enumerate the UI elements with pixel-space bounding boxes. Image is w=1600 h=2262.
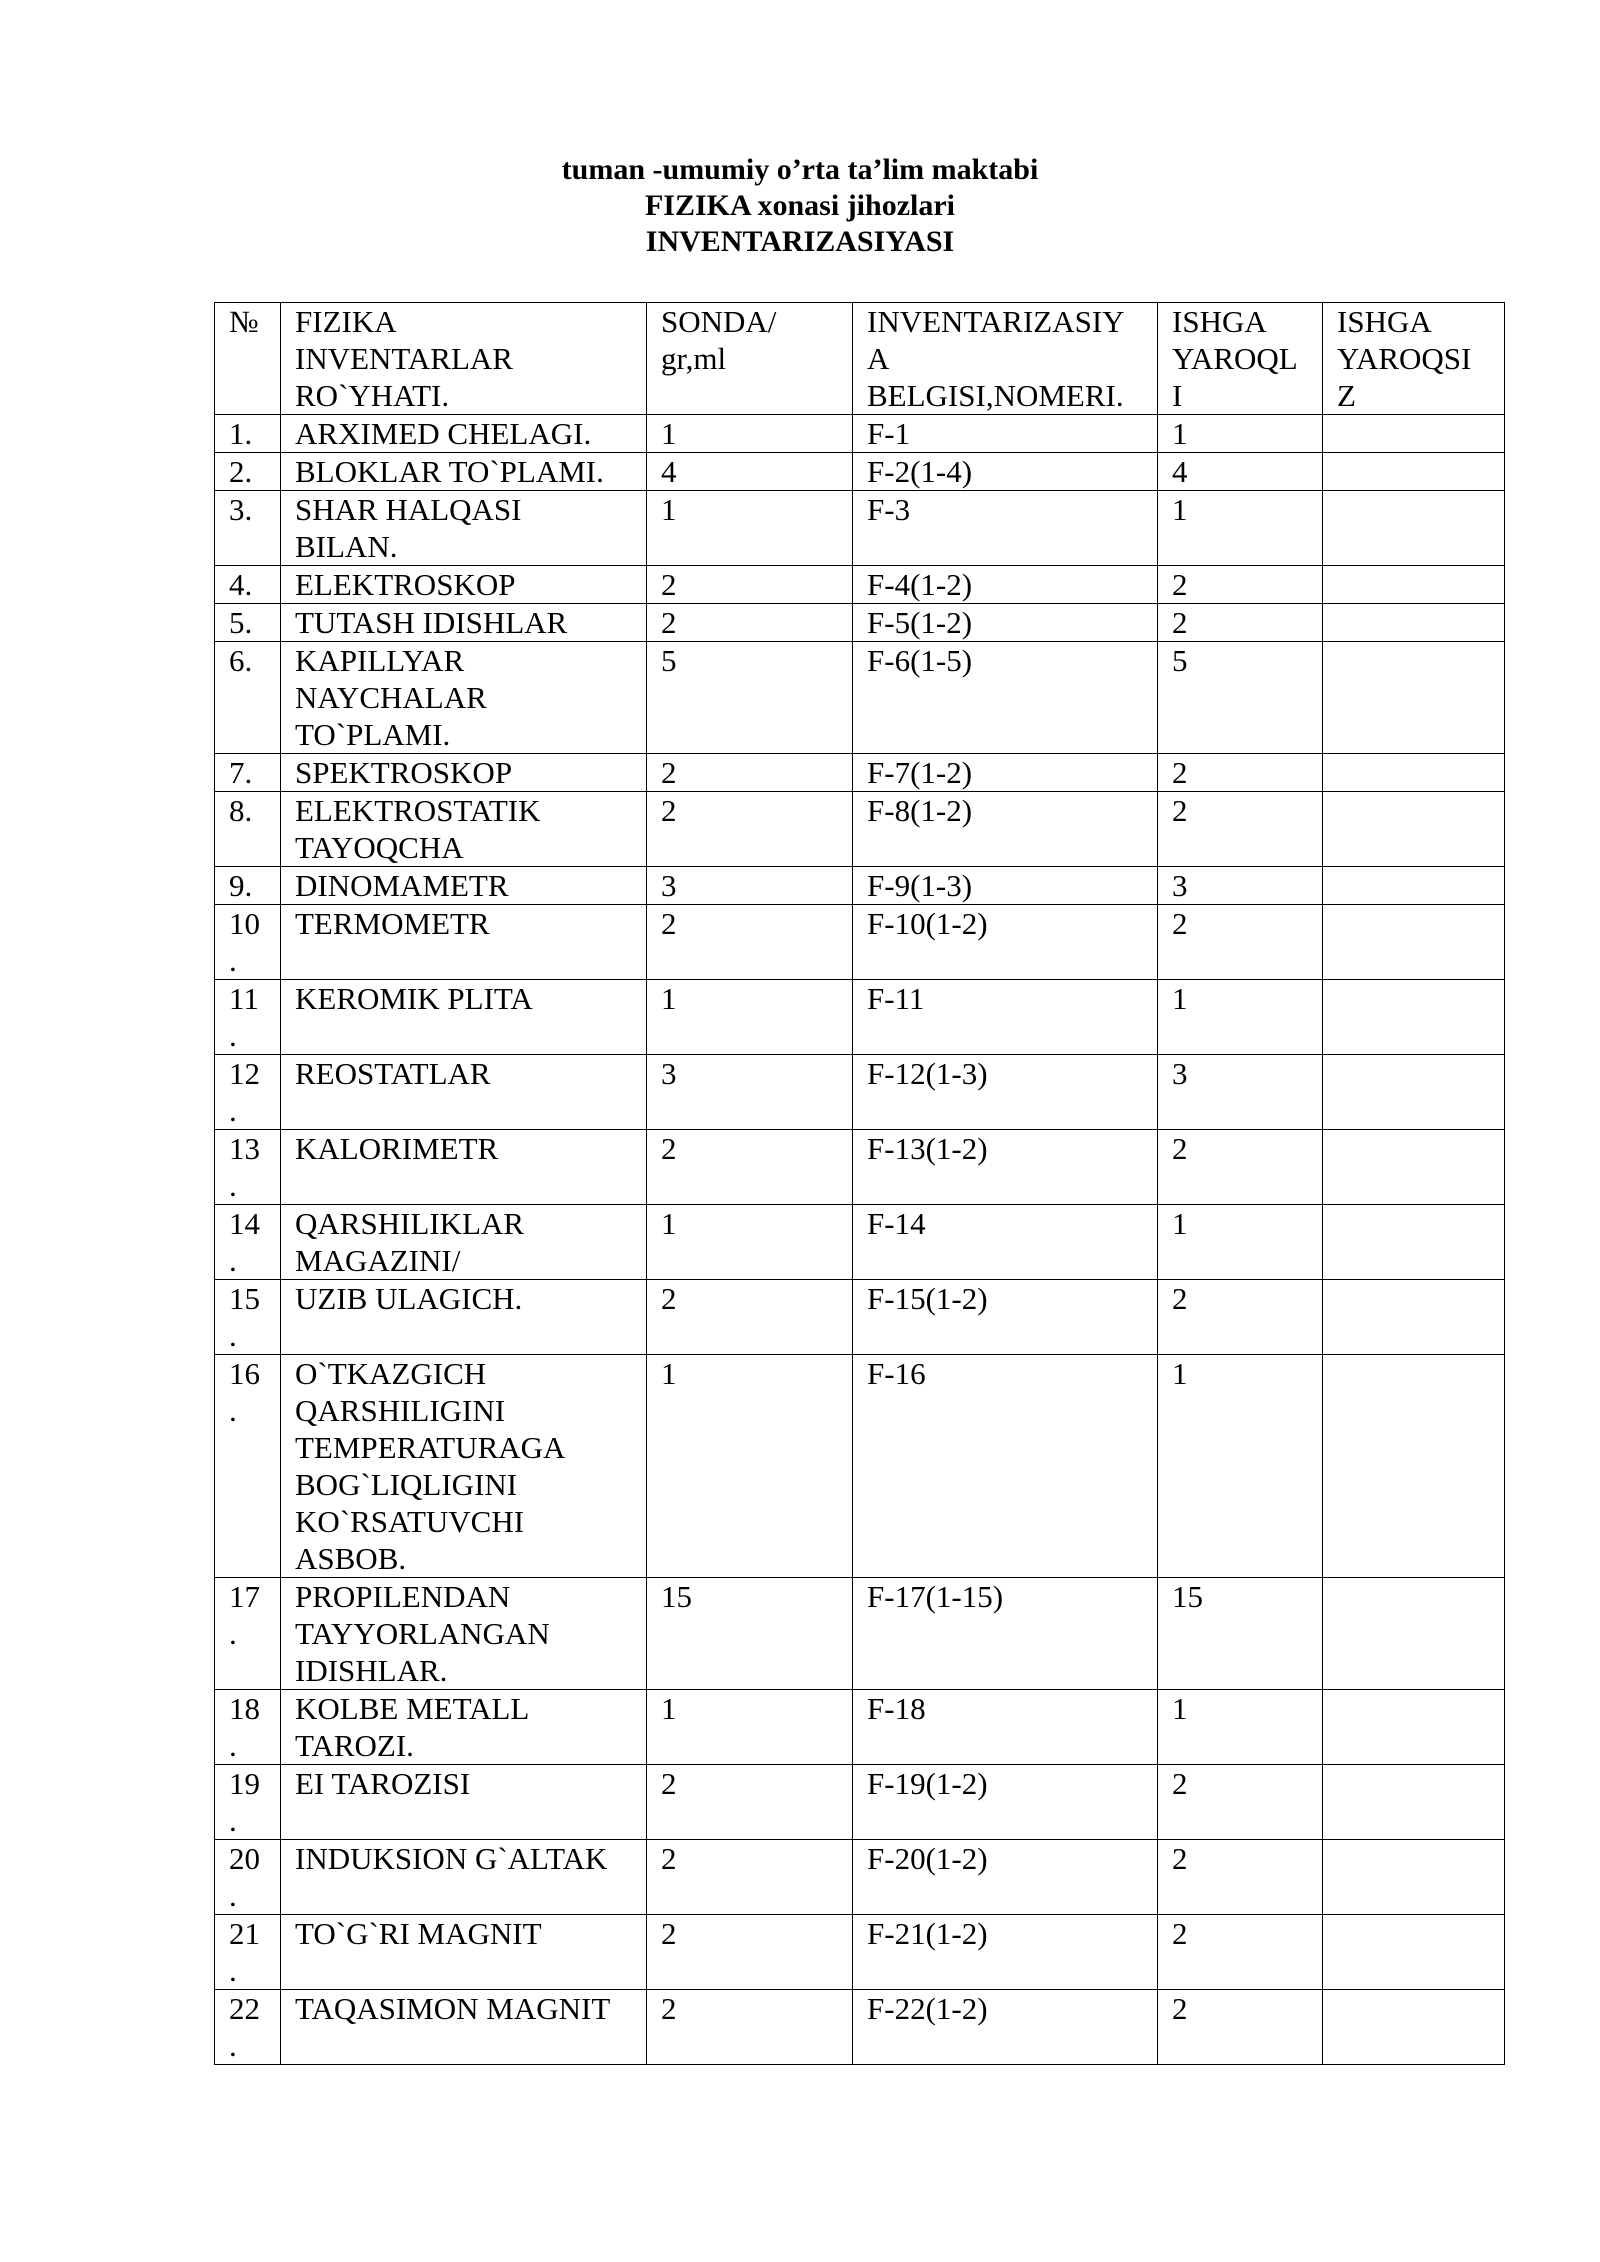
header-quantity (647, 303, 853, 415)
quantity: 2 (661, 567, 677, 602)
item-name: SPEKTROSKOP (295, 755, 513, 790)
inventory-number: F-1 (867, 416, 911, 451)
item-name-cell (281, 1990, 647, 2065)
inventory-number: F-18 (867, 1691, 926, 1726)
inventory-number: F-4(1-2) (867, 567, 973, 602)
unusable-count-cell (1323, 1765, 1505, 1840)
inventory-number: F-9(1-3) (867, 868, 973, 903)
quantity-cell (647, 1355, 853, 1578)
inventory-number-cell (853, 1690, 1158, 1765)
item-name: O`TKAZGICH QARSHILIGINI TEMPERATURAGA BOG`LIQLIGINI KO`RSATUVCHI ASBOB. (295, 1356, 566, 1576)
inventory-number-cell (853, 1280, 1158, 1355)
row-number: 22 . (229, 1991, 260, 2063)
usable-count-cell (1158, 1840, 1323, 1915)
inventory-number: F-8(1-2) (867, 793, 973, 828)
header-unusable (1323, 303, 1505, 415)
item-name-cell (281, 754, 647, 792)
inventory-number-cell (853, 1840, 1158, 1915)
item-name-cell (281, 867, 647, 905)
row-number: 5. (229, 605, 253, 640)
item-name-cell (281, 604, 647, 642)
item-name-cell (281, 1915, 647, 1990)
usable-count-cell (1158, 1055, 1323, 1130)
inventory-number: F-19(1-2) (867, 1766, 988, 1801)
inventory-number: F-15(1-2) (867, 1281, 988, 1316)
usable-count: 5 (1172, 643, 1188, 678)
usable-count-cell (1158, 980, 1323, 1055)
usable-count-cell (1158, 1578, 1323, 1690)
row-number: 10 . (229, 906, 260, 978)
table-row (215, 566, 1505, 604)
item-name-cell (281, 1840, 647, 1915)
inventory-number: F-17(1-15) (867, 1579, 1004, 1614)
row-number-cell (215, 1130, 281, 1205)
quantity: 1 (661, 492, 677, 527)
unusable-count-cell (1323, 1055, 1505, 1130)
inventory-number-cell (853, 905, 1158, 980)
usable-count: 1 (1172, 1356, 1188, 1391)
item-name-cell (281, 1280, 647, 1355)
table-row (215, 1840, 1505, 1915)
unusable-count-cell (1323, 1990, 1505, 2065)
item-name: TERMOMETR (295, 906, 490, 941)
row-number-cell (215, 980, 281, 1055)
row-number-cell (215, 1055, 281, 1130)
inventory-number: F-5(1-2) (867, 605, 973, 640)
row-number-cell (215, 1690, 281, 1765)
table-header-row (215, 303, 1505, 415)
table-row (215, 792, 1505, 867)
inventory-title: INVENTARIZASIYASI (645, 225, 955, 258)
row-number-cell (215, 1765, 281, 1840)
row-number-cell (215, 415, 281, 453)
quantity-cell (647, 980, 853, 1055)
inventory-number-cell (853, 1578, 1158, 1690)
row-number: 9. (229, 868, 253, 903)
quantity-cell (647, 754, 853, 792)
table-row (215, 867, 1505, 905)
row-number-cell (215, 905, 281, 980)
inventory-number: F-20(1-2) (867, 1841, 988, 1876)
inventory-number-cell (853, 604, 1158, 642)
item-name-cell (281, 1765, 647, 1840)
item-name: KOLBE METALL TAROZI. (295, 1691, 530, 1763)
quantity-cell (647, 1130, 853, 1205)
inventory-number: F-14 (867, 1206, 926, 1241)
inventory-number-cell (853, 415, 1158, 453)
unusable-count-cell (1323, 491, 1505, 566)
item-name: KAPILLYAR NAYCHALAR TO`PLAMI. (295, 643, 487, 752)
usable-count-cell (1158, 1130, 1323, 1205)
usable-count-cell (1158, 453, 1323, 491)
unusable-count-cell (1323, 1205, 1505, 1280)
inventory-number: F-11 (867, 981, 925, 1016)
item-name: PROPILENDAN TAYYORLANGAN IDISHLAR. (295, 1579, 550, 1688)
item-name: INDUKSION G`ALTAK (295, 1841, 608, 1876)
quantity: 2 (661, 793, 677, 828)
quantity: 3 (661, 1056, 677, 1091)
row-number-cell (215, 1990, 281, 2065)
row-number: 18 . (229, 1691, 260, 1763)
item-name: ARXIMED CHELAGI. (295, 416, 592, 451)
item-name-cell (281, 642, 647, 754)
usable-count: 3 (1172, 1056, 1188, 1091)
usable-count-cell (1158, 604, 1323, 642)
quantity: 1 (661, 981, 677, 1016)
quantity-cell (647, 1205, 853, 1280)
row-number: 12 . (229, 1056, 260, 1128)
item-name-cell (281, 1055, 647, 1130)
table-row (215, 642, 1505, 754)
row-number: 13 . (229, 1131, 260, 1203)
usable-count: 2 (1172, 755, 1188, 790)
table-row (215, 1055, 1505, 1130)
quantity-cell (647, 867, 853, 905)
usable-count-cell (1158, 867, 1323, 905)
quantity: 2 (661, 1766, 677, 1801)
inventory-number: F-3 (867, 492, 911, 527)
quantity-cell (647, 566, 853, 604)
table-row (215, 604, 1505, 642)
inventory-number-cell (853, 1765, 1158, 1840)
row-number-cell (215, 1280, 281, 1355)
table-row (215, 1915, 1505, 1990)
usable-count-cell (1158, 905, 1323, 980)
quantity: 2 (661, 605, 677, 640)
table-row (215, 453, 1505, 491)
header-usable (1158, 303, 1323, 415)
quantity: 3 (661, 868, 677, 903)
quantity: 2 (661, 755, 677, 790)
table-row (215, 980, 1505, 1055)
row-number: 11 . (229, 981, 259, 1053)
usable-count-cell (1158, 792, 1323, 867)
usable-count-cell (1158, 754, 1323, 792)
quantity-cell (647, 905, 853, 980)
unusable-count-cell (1323, 1578, 1505, 1690)
quantity: 2 (661, 906, 677, 941)
row-number-cell (215, 453, 281, 491)
inventory-number: F-16 (867, 1356, 926, 1391)
inventory-number-cell (853, 1915, 1158, 1990)
row-number: 17 . (229, 1579, 260, 1651)
quantity: 2 (661, 1131, 677, 1166)
header-usable-text: ISHGA YAROQL I (1172, 304, 1298, 413)
item-name: SHAR HALQASI BILAN. (295, 492, 522, 564)
quantity-cell (647, 491, 853, 566)
inventory-number-cell (853, 1990, 1158, 2065)
usable-count-cell (1158, 1355, 1323, 1578)
unusable-count-cell (1323, 792, 1505, 867)
row-number-cell (215, 604, 281, 642)
item-name: TAQASIMON MAGNIT (295, 1991, 611, 2026)
table-row (215, 415, 1505, 453)
item-name: QARSHILIKLAR MAGAZINI/ (295, 1206, 525, 1278)
usable-count: 2 (1172, 1766, 1188, 1801)
header-unusable-text: ISHGA YAROQSI Z (1337, 304, 1472, 413)
header-inventory-number-text: INVENTARIZASIY A BELGISI,NOMERI. (867, 304, 1125, 413)
row-number-cell (215, 1915, 281, 1990)
row-number: 8. (229, 793, 253, 828)
header-inventory-number (853, 303, 1158, 415)
inventory-number-cell (853, 980, 1158, 1055)
item-name: DINOMAMETR (295, 868, 509, 903)
item-name: TO`G`RI MAGNIT (295, 1916, 542, 1951)
row-number: 6. (229, 643, 253, 678)
room-title: FIZIKA xonasi jihozlari (644, 189, 956, 222)
inventory-number: F-12(1-3) (867, 1056, 988, 1091)
table-row (215, 905, 1505, 980)
quantity-cell (647, 453, 853, 491)
item-name: BLOKLAR TO`PLAMI. (295, 454, 604, 489)
quantity-cell (647, 1280, 853, 1355)
quantity-cell (647, 642, 853, 754)
table-row (215, 1765, 1505, 1840)
row-number: 20 . (229, 1841, 260, 1913)
usable-count-cell (1158, 566, 1323, 604)
inventory-number-cell (853, 566, 1158, 604)
usable-count: 2 (1172, 1131, 1188, 1166)
usable-count: 2 (1172, 1841, 1188, 1876)
table-row (215, 1578, 1505, 1690)
row-number: 14 . (229, 1206, 260, 1278)
quantity: 15 (661, 1579, 692, 1614)
inventory-number: F-22(1-2) (867, 1991, 988, 2026)
inventory-number-cell (853, 453, 1158, 491)
usable-count: 4 (1172, 454, 1188, 489)
item-name: ELEKTROSKOP (295, 567, 516, 602)
quantity: 1 (661, 1206, 677, 1241)
quantity-cell (647, 792, 853, 867)
quantity-cell (647, 1690, 853, 1765)
usable-count-cell (1158, 1765, 1323, 1840)
row-number: 2. (229, 454, 253, 489)
table-row (215, 1205, 1505, 1280)
quantity-cell (647, 1915, 853, 1990)
inventory-number-cell (853, 491, 1158, 566)
table-row (215, 1990, 1505, 2065)
item-name-cell (281, 415, 647, 453)
row-number-cell (215, 867, 281, 905)
inventory-number-cell (853, 642, 1158, 754)
usable-count: 2 (1172, 793, 1188, 828)
item-name: KEROMIK PLITA (295, 981, 533, 1016)
table-row (215, 1690, 1505, 1765)
row-number: 21 . (229, 1916, 260, 1988)
quantity: 5 (661, 643, 677, 678)
unusable-count-cell (1323, 754, 1505, 792)
table-row (215, 491, 1505, 566)
unusable-count-cell (1323, 604, 1505, 642)
row-number: 4. (229, 567, 253, 602)
header-item-name (281, 303, 647, 415)
quantity: 1 (661, 1691, 677, 1726)
usable-count: 1 (1172, 492, 1188, 527)
table-row (215, 754, 1505, 792)
inventory-number-cell (853, 1130, 1158, 1205)
row-number: 7. (229, 755, 253, 790)
usable-count-cell (1158, 491, 1323, 566)
usable-count: 1 (1172, 1206, 1188, 1241)
inventory-number-cell (853, 1055, 1158, 1130)
item-name: KALORIMETR (295, 1131, 499, 1166)
table-row (215, 1355, 1505, 1578)
inventory-number: F-2(1-4) (867, 454, 973, 489)
inventory-number: F-7(1-2) (867, 755, 973, 790)
usable-count: 2 (1172, 605, 1188, 640)
item-name-cell (281, 792, 647, 867)
document-heading (0, 152, 1600, 260)
item-name: UZIB ULAGICH. (295, 1281, 523, 1316)
row-number-cell (215, 491, 281, 566)
table-row (215, 1280, 1505, 1355)
row-number: 19 . (229, 1766, 260, 1838)
item-name-cell (281, 980, 647, 1055)
item-name: ELEKTROSTATIK TAYOQCHA (295, 793, 541, 865)
inventory-number: F-21(1-2) (867, 1916, 988, 1951)
row-number: 16 . (229, 1356, 260, 1428)
usable-count-cell (1158, 1690, 1323, 1765)
unusable-count-cell (1323, 1355, 1505, 1578)
quantity-cell (647, 1990, 853, 2065)
item-name-cell (281, 1578, 647, 1690)
row-number-cell (215, 1205, 281, 1280)
inventory-number-cell (853, 1205, 1158, 1280)
table-row (215, 1130, 1505, 1205)
item-name-cell (281, 491, 647, 566)
quantity: 2 (661, 1991, 677, 2026)
unusable-count-cell (1323, 867, 1505, 905)
unusable-count-cell (1323, 453, 1505, 491)
usable-count: 1 (1172, 1691, 1188, 1726)
item-name-cell (281, 566, 647, 604)
usable-count-cell (1158, 415, 1323, 453)
quantity: 1 (661, 416, 677, 451)
inventory-number-cell (853, 867, 1158, 905)
item-name-cell (281, 453, 647, 491)
unusable-count-cell (1323, 566, 1505, 604)
usable-count: 15 (1172, 1579, 1203, 1614)
inventory-number-cell (853, 754, 1158, 792)
row-number: 15 . (229, 1281, 260, 1353)
item-name: EI TAROZISI (295, 1766, 471, 1801)
unusable-count-cell (1323, 905, 1505, 980)
header-quantity-text: SONDA/ gr,ml (661, 304, 777, 376)
row-number: 1. (229, 416, 253, 451)
unusable-count-cell (1323, 1280, 1505, 1355)
item-name-cell (281, 1355, 647, 1578)
quantity: 1 (661, 1356, 677, 1391)
usable-count: 2 (1172, 1991, 1188, 2026)
row-number-cell (215, 1578, 281, 1690)
unusable-count-cell (1323, 980, 1505, 1055)
usable-count: 2 (1172, 906, 1188, 941)
inventory-table (214, 302, 1505, 2065)
inventory-number: F-13(1-2) (867, 1131, 988, 1166)
unusable-count-cell (1323, 1840, 1505, 1915)
item-name-cell (281, 905, 647, 980)
usable-count: 2 (1172, 567, 1188, 602)
item-name: REOSTATLAR (295, 1056, 491, 1091)
school-title: tuman -umumiy o’rta ta’lim maktabi (561, 153, 1039, 186)
quantity-cell (647, 415, 853, 453)
quantity-cell (647, 1840, 853, 1915)
row-number-cell (215, 1840, 281, 1915)
quantity: 2 (661, 1916, 677, 1951)
unusable-count-cell (1323, 1690, 1505, 1765)
item-name: TUTASH IDISHLAR (295, 605, 568, 640)
item-name-cell (281, 1690, 647, 1765)
item-name-cell (281, 1205, 647, 1280)
usable-count-cell (1158, 1990, 1323, 2065)
usable-count: 3 (1172, 868, 1188, 903)
usable-count: 2 (1172, 1916, 1188, 1951)
quantity: 2 (661, 1841, 677, 1876)
unusable-count-cell (1323, 642, 1505, 754)
usable-count: 1 (1172, 416, 1188, 451)
usable-count: 1 (1172, 981, 1188, 1016)
inventory-number-cell (853, 792, 1158, 867)
row-number-cell (215, 566, 281, 604)
quantity: 4 (661, 454, 677, 489)
row-number: 3. (229, 492, 253, 527)
unusable-count-cell (1323, 415, 1505, 453)
usable-count-cell (1158, 642, 1323, 754)
usable-count-cell (1158, 1205, 1323, 1280)
usable-count: 2 (1172, 1281, 1188, 1316)
row-number-cell (215, 1355, 281, 1578)
usable-count-cell (1158, 1915, 1323, 1990)
quantity-cell (647, 1055, 853, 1130)
quantity-cell (647, 1765, 853, 1840)
usable-count-cell (1158, 1280, 1323, 1355)
item-name-cell (281, 1130, 647, 1205)
header-item-name-text: FIZIKA INVENTARLAR RO`YHATI. (295, 304, 513, 413)
unusable-count-cell (1323, 1130, 1505, 1205)
header-number-text: № (229, 304, 259, 339)
quantity: 2 (661, 1281, 677, 1316)
table-body (215, 415, 1505, 2065)
row-number-cell (215, 754, 281, 792)
inventory-number: F-6(1-5) (867, 643, 973, 678)
inventory-number: F-10(1-2) (867, 906, 988, 941)
inventory-number-cell (853, 1355, 1158, 1578)
row-number-cell (215, 642, 281, 754)
unusable-count-cell (1323, 1915, 1505, 1990)
quantity-cell (647, 1578, 853, 1690)
quantity-cell (647, 604, 853, 642)
row-number-cell (215, 792, 281, 867)
header-number (215, 303, 281, 415)
